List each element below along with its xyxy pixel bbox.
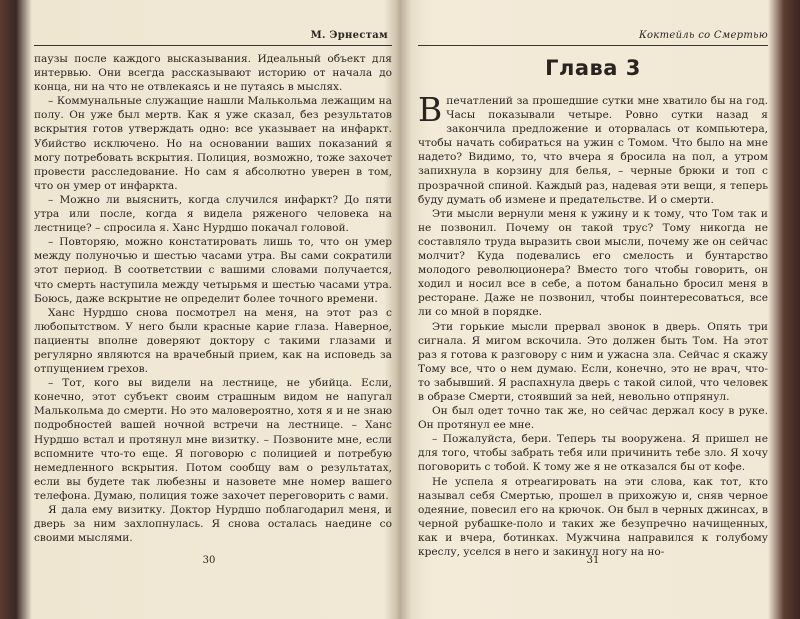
chapter-title: Глава 3 <box>545 56 641 80</box>
right-page-number: 31 <box>586 555 600 566</box>
right-paragraph: Эти мысли вернули меня к ужину и к тому, что Том так и не позвонил. Почему он такой трус? Тому никогда не составляло труда выразить свои мысли, почему же он сейчас молчит? Куда подевались его смелость и бунтарство молодого революционера? Вместо того чтобы говорить, он ходил и носил все в себе, а потом банально бросил меня в ресторане. Даже не позвонил, чтобы поинтересоваться, все ли со мной в порядке. <box>418 207 768 319</box>
right-running-head: Коктейль со Смертью <box>418 30 768 46</box>
left-paragraph: Я дала ему визитку. Доктор Нурдшо поблагодарил меня, и дверь за ним захлопнулась. Я снова осталась наедине со своими мыслями. <box>34 504 392 545</box>
left-paragraph: – Можно ли выяснить, когда случился инфаркт? До пяти утра или после, когда я видела ряженого человека на лестнице? – спросила я. Ханс Нурдшо покачал головой. <box>34 193 392 235</box>
left-paragraph: Ханс Нурдшо снова посмотрел на меня, на этот раз с любопытством. У него были красные карие глаза. Наверное, пациенты вполне доверяют доктору с такими глазами и регулярно являются на врачебный прием, как на исповедь за отпущением грехов. <box>34 306 392 376</box>
left-paragraph: – Повторяю, можно констатировать лишь то, что он умер между полуночью и шестью часами утра. Вы сами сократили этот период. В соответствии с вашими словами получается, что смерть наступила между четырьмя и шестью часами утра. Боюсь, даже вскрытие не определит более точного времени. <box>34 236 392 305</box>
right-page-text <box>418 90 768 559</box>
left-page-number: 30 <box>202 555 216 566</box>
right-page <box>418 10 768 610</box>
left-running-head: М. Эрнестам <box>34 30 392 46</box>
left-page <box>34 10 392 610</box>
left-paragraph: паузы после каждого высказывания. Идеальный объект для интервью. Они всегда рассказывают историю от начала до конца, ни на что не отвлекаясь и не путаясь в мыслях. <box>34 53 392 94</box>
left-paragraph: – Коммунальные служащие нашли Малькольма лежащим на полу. Он уже был мертв. Как я уже сказал, без результатов вскрытия готов утверждать одно: все указывает на инфаркт. Убийство исключено. Но на основании ваших показаний я могу потребовать вскрытия. Полиция, возможно, тоже захочет провести расследование. Но сам я абсолютно уверен в том, что он умер от инфаркта. <box>34 95 392 192</box>
left-paragraph: – Тот, кого вы видели на лестнице, не убийца. Если, конечно, этот субъект своим страшным видом не напугал Малькольма до смерти. Но это маловероятно, хотя я и не знаю подробностей вашей ночной встречи на лестнице. – Ханс Нурдшо встал и протянул мне визитку. – Позвоните мне, если вспомните что-то еще. Я поговорю с полицией и потребую немедленного вскрытия. Потом сообщу вам о результатах, если вы будете так любезны и назовете мне номер вашего телефона. Думаю, полиция тоже захочет переговорить с вами. <box>34 377 392 502</box>
left-page-text <box>34 52 392 545</box>
right-paragraph: – Пожалуйста, бери. Теперь ты вооружена. Я пришел не для того, чтобы забрать тебя или причинить тебе зло. Я хочу поговорить с тобой. К тому же я не отказался бы от кофе. <box>418 433 768 474</box>
right-paragraph: Он был одет точно так же, но сейчас держал косу в руке. Он протянул ее мне. <box>418 405 768 432</box>
drop-cap: В <box>418 90 443 129</box>
right-first-paragraph <box>418 90 768 207</box>
first-paragraph-text: печатлений за прошедшие сутки мне хватило бы на год. Часы показывали четыре. Ровно сутки назад я закончила предложение и оторвалась от компьютера, чтобы начать собираться на ужин с Томом. Что было на мне надето? Видимо, то, что вчера я бросила на пол, а утром запихнула в корзину для белья, – черные брюки и топ с прозрачной спиной. Каждый раз, надевая эти вещи, я теперь буду думать об измене и предательстве. И о смерти. <box>418 95 768 206</box>
right-paragraph: Не успела я отреагировать на эти слова, как тот, кто называл себя Смертью, прошел в прихожую и, сняв черное одеяние, повесил его на крючок. Он был в черных джинсах, в черной рубашке-поло и таких же безупречно начищенных, как и вчера, ботинках. Мужчина направился к голубому креслу, уселся в него и закинул ногу на но- <box>418 475 768 558</box>
right-paragraph: Эти горькие мысли прервал звонок в дверь. Опять три сигнала. Я мигом вскочила. Это должен быть Том. На этот раз я готова к разговору с ним и ужасна зла. Сейчас я скажу Тому все, что о нем думаю. Если, конечно, это не врач, что-то забывший. Я распахнула дверь с такой силой, что человек в образе Смерти, стоявший за ней, невольно отпрянул. <box>418 320 768 403</box>
